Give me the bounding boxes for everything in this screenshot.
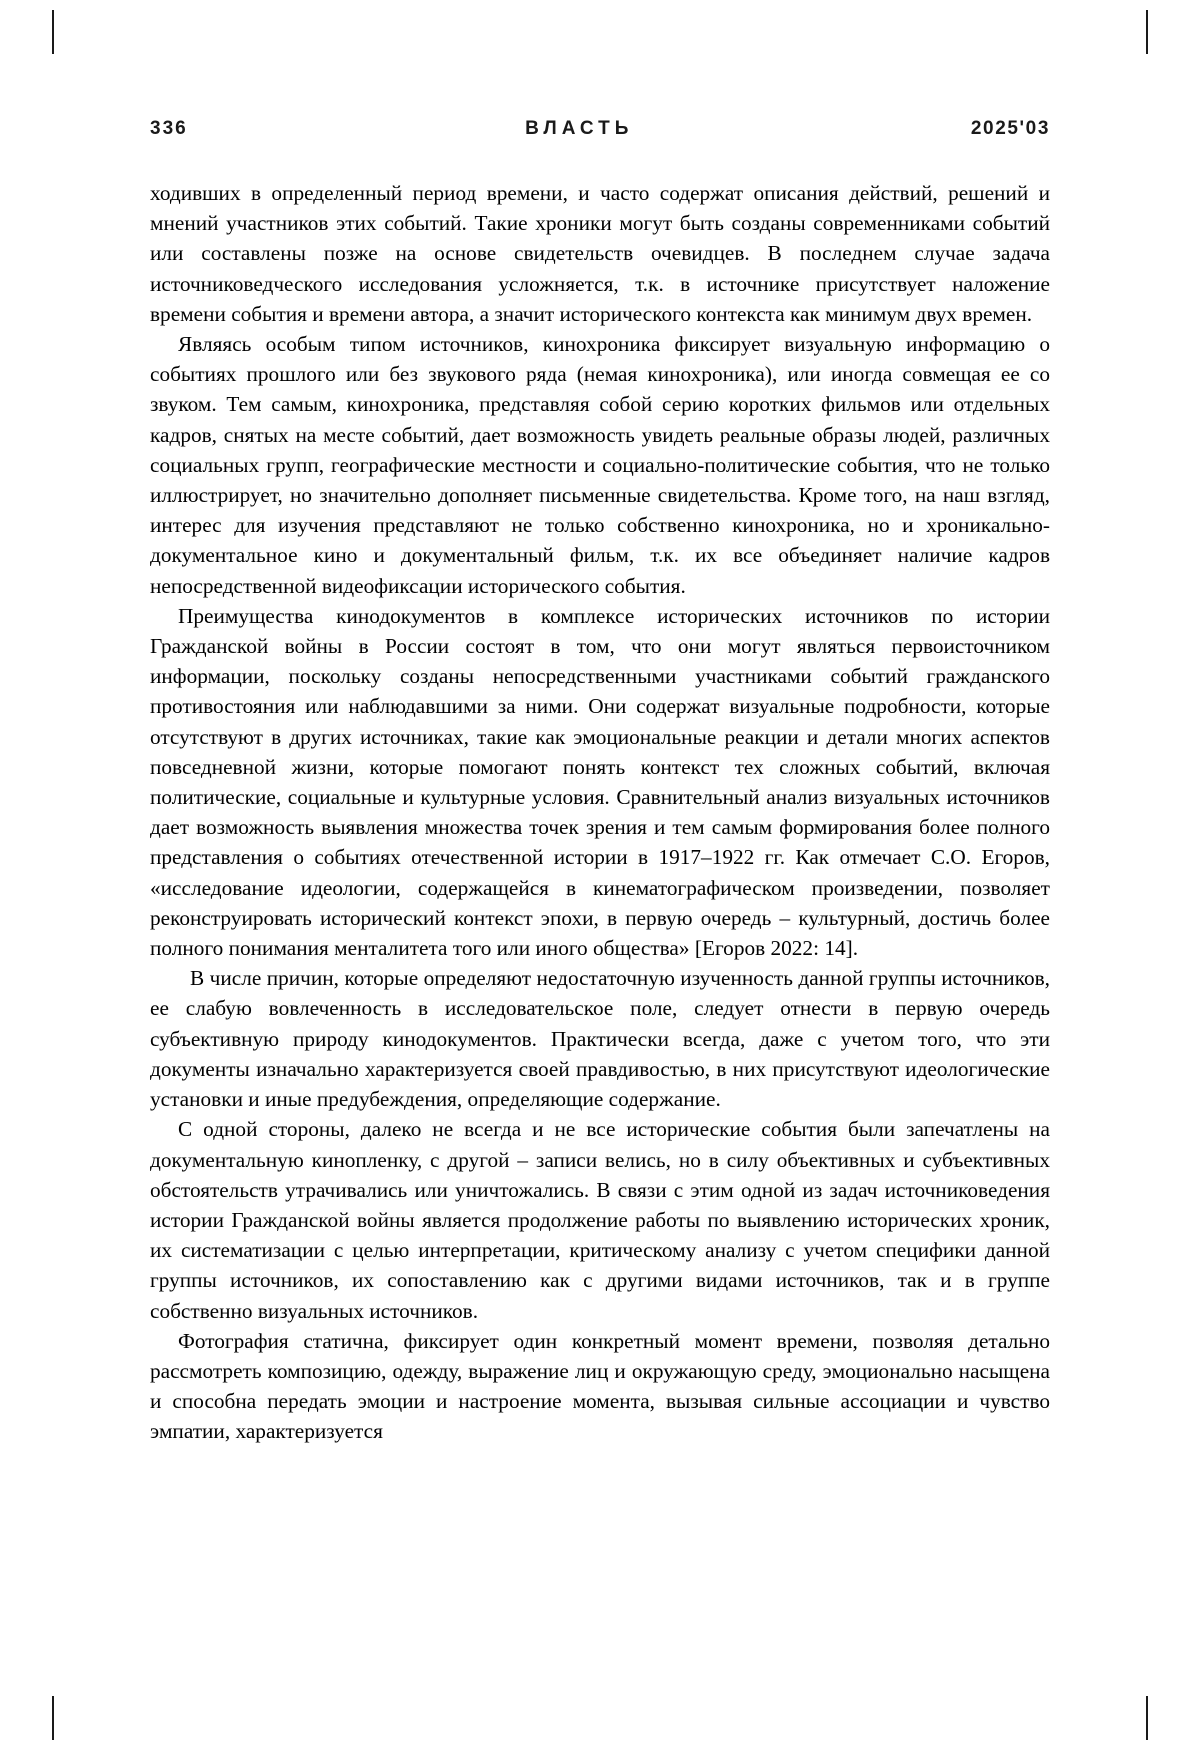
page-content (150, 0, 1050, 1750)
issue-label: 2025'03 (970, 118, 1050, 139)
running-head (150, 118, 1050, 140)
crop-mark-top-left (52, 10, 54, 54)
crop-mark-bottom-left (52, 1696, 54, 1740)
journal-title: ВЛАСТЬ (525, 118, 634, 139)
paragraph: Преимущества кинодокументов в комплексе исторических источников по истории Гражданской войны в России состоят в том, что они могут являться первоисточником информации, поскольку созданы непосредственными участниками событий гражданского противостояния или наблюдавшими за ними. Они содержат визуальные подробности, которые отсутствуют в других источниках, такие как эмоциональные реакции и детали многих аспектов повседневной жизни, которые помогают понять контекст тех сложных событий, включая политические, социальные и культурные условия. Сравнительный анализ визуальных источников дает возможность выявления множества точек зрения и тем самым формирования более полного представления о событиях отечественной истории в 1917–1922 гг. Как отмечает С.О. Егоров, «исследование идеологии, содержащейся в кинематографическом произведении, позволяет реконструировать исторический контекст эпохи, в первую очередь – культурный, достичь более полного понимания менталитета того или иного общества» [Егоров 2022: 14]. (150, 603, 1050, 961)
paragraph: ходивших в определенный период времени, и часто содержат описания действий, решений и мнений участников этих событий. Такие хроники могут быть созданы современниками событий или составлены позже на основе свидетельств очевидцев. В последнем случае задача источниковедческого исследования усложняется, т.к. в источнике присутствует наложение времени события и времени автора, а значит исторического контекста как минимум двух времен. (150, 181, 1050, 326)
paragraph: В числе причин, которые определяют недостаточную изученность данной группы источников, ее слабую вовлеченность в исследовательское поле, следует отнести в первую очередь субъективную природу кинодокументов. Практически всегда, даже с учетом того, что эти документы изначально характеризуется своей правдивостью, в них присутствуют идеологические установки и иные предубеждения, определяющие содержание. (150, 966, 1050, 1112)
article-body (150, 178, 1050, 1447)
crop-mark-top-right (1146, 10, 1148, 54)
crop-mark-bottom-right (1146, 1696, 1148, 1740)
page-number: 336 (150, 118, 188, 139)
paragraph: Фотография статична, фиксирует один конкретный момент времени, позволяя детально рассмотреть композицию, одежду, выражение лиц и окружающую среду, эмоционально насыщена и способна передать эмоции и настроение момента, вызывая сильные ассоциации и чувство эмпатии, характеризуется (150, 1328, 1050, 1444)
paragraph: С одной стороны, далеко не всегда и не все исторические события были запечатлены на документальную кинопленку, с другой – записи велись, но в силу объективных и субъективных обстоятельств утрачивались или уничтожались. В связи с этим одной из задач источниковедения истории Гражданской войны является продолжение работы по выявлению исторических хроник, их систематизации с целью интерпретации, критическому анализу с учетом специфики данной группы источников, их сопоставлению как с другими видами источников, так и в группе собственно визуальных источников. (150, 1117, 1050, 1323)
paragraph: Являясь особым типом источников, кинохроника фиксирует визуальную информацию о событиях прошлого или без звукового ряда (немая кинохроника), или иногда совмещая ее со звуком. Тем самым, кинохроника, представляя собой серию коротких фильмов или отдельных кадров, снятых на месте событий, дает возможность увидеть реальные образы людей, различных социальных групп, географические местности и социально-политические события, что не только иллюстрирует, но значительно дополняет письменные свидетельства. Кроме того, на наш взгляд, интерес для изучения представляют не только собственно кинохроника, но и хроникально-документальное кино и документальный фильм, т.к. их все объединяет наличие кадров непосредственной видеофиксации исторического события. (150, 332, 1050, 598)
